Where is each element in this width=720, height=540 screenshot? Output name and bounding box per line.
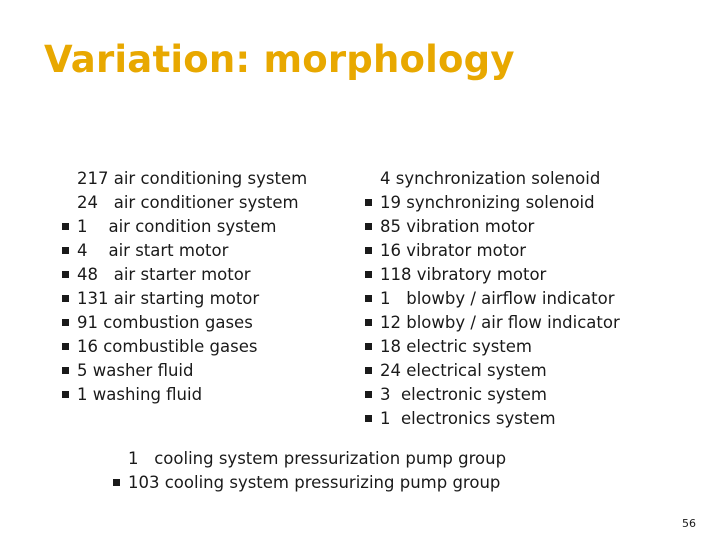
list-item [365,191,620,215]
list-item-text: 217 air conditioning system [77,169,308,188]
list-item [365,263,620,287]
list-item-text: 1 blowby / airflow indicator [380,289,615,308]
list-item-text: 103 cooling system pressurizing pump group [128,473,501,492]
list-item [62,191,307,215]
bullet-icon [365,319,372,326]
bullet-icon [62,367,69,374]
list-item [113,447,506,471]
list-item [365,335,620,359]
bullet-icon [113,479,120,486]
list-item-text: 12 blowby / air flow indicator [380,313,620,332]
bullet-icon [62,343,69,350]
bullet-icon [62,223,69,230]
bullet-icon [365,343,372,350]
list-item-text: 85 vibration motor [380,217,535,236]
bullet-icon [365,271,372,278]
list-item-text: 1 air condition system [77,217,277,236]
right-term-list [365,167,620,431]
list-item [365,311,620,335]
list-item [62,287,307,311]
page-number: 56 [682,517,696,530]
list-item [365,359,620,383]
bullet-icon [62,391,69,398]
list-item [365,215,620,239]
bullet-icon [365,223,372,230]
bullet-icon [365,199,372,206]
slide-title: Variation: morphology [44,38,515,81]
bottom-term-list [113,447,506,495]
list-item-text: 48 air starter motor [77,265,251,284]
list-item [365,383,620,407]
list-item [62,359,307,383]
bullet-icon [365,391,372,398]
list-item-text: 19 synchronizing solenoid [380,193,595,212]
list-item-text: 4 air start motor [77,241,229,260]
list-item [62,239,307,263]
bullet-icon [365,247,372,254]
list-item [365,239,620,263]
list-item-text: 24 electrical system [380,361,547,380]
list-item-text: 4 synchronization solenoid [380,169,601,188]
bullet-icon [365,415,372,422]
list-item [113,471,506,495]
list-item-text: 24 air conditioner system [77,193,299,212]
list-item-text: 16 combustible gases [77,337,258,356]
list-item [62,167,307,191]
list-item-text: 1 washing fluid [77,385,203,404]
bullet-icon [365,295,372,302]
bullet-icon [62,295,69,302]
bullet-icon [62,271,69,278]
list-item [62,215,307,239]
list-item [365,287,620,311]
list-item [365,167,620,191]
list-item [365,407,620,431]
list-item-text: 18 electric system [380,337,533,356]
left-term-list [62,167,307,407]
bullet-icon [365,367,372,374]
list-item [62,311,307,335]
list-item-text: 91 combustion gases [77,313,253,332]
list-item [62,335,307,359]
list-item-text: 131 air starting motor [77,289,260,308]
list-item-text: 118 vibratory motor [380,265,547,284]
list-item-text: 3 electronic system [380,385,547,404]
list-item [62,263,307,287]
list-item [62,383,307,407]
list-item-text: 1 cooling system pressurization pump group [128,449,507,468]
list-item-text: 16 vibrator motor [380,241,527,260]
list-item-text: 1 electronics system [380,409,556,428]
bullet-icon [62,319,69,326]
list-item-text: 5 washer fluid [77,361,194,380]
bullet-icon [62,247,69,254]
